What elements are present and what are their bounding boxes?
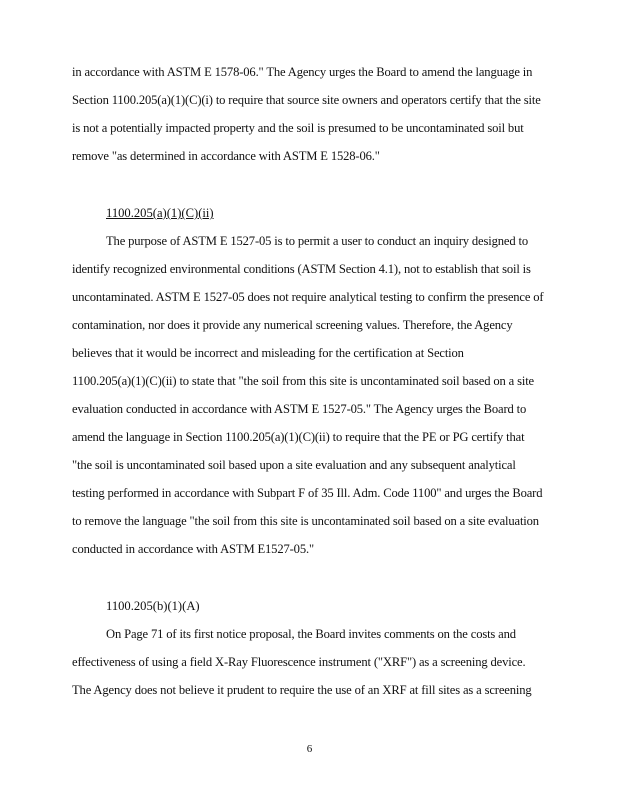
paragraph-line: amend the language in Section 1100.205(a)(1)(C)(ii) to require that the PE or PG certify that	[72, 430, 525, 444]
paragraph-line: conducted in accordance with ASTM E1527-05."	[72, 542, 314, 556]
section-heading-b-1-a: 1100.205(b)(1)(A)	[106, 599, 200, 613]
paragraph-line: "the soil is uncontaminated soil based upon a site evaluation and any subsequent analytical	[72, 458, 516, 472]
section-heading-c-ii: 1100.205(a)(1)(C)(ii)	[106, 206, 214, 220]
paragraph-line: remove "as determined in accordance with ASTM E 1528-06."	[72, 149, 380, 163]
paragraph-line: uncontaminated. ASTM E 1527-05 does not require analytical testing to confirm the presence of	[72, 290, 544, 304]
paragraph-line: effectiveness of using a field X-Ray Fluorescence instrument ("XRF") as a screening device.	[72, 655, 526, 669]
paragraph-line: The Agency does not believe it prudent to require the use of an XRF at fill sites as a screening	[72, 683, 532, 697]
paragraph-line: Section 1100.205(a)(1)(C)(i) to require that source site owners and operators certify that the site	[72, 93, 541, 107]
paragraph-line: 1100.205(a)(1)(C)(ii) to state that "the soil from this site is uncontaminated soil based on a site	[72, 374, 534, 388]
paragraph-line: to remove the language "the soil from this site is uncontaminated soil based on a site evaluation	[72, 514, 539, 528]
paragraph-line: The purpose of ASTM E 1527-05 is to permit a user to conduct an inquiry designed to	[106, 234, 528, 248]
page-number: 6	[306, 743, 313, 755]
paragraph-line: On Page 71 of its first notice proposal, the Board invites comments on the costs and	[106, 627, 516, 641]
paragraph-line: identify recognized environmental conditions (ASTM Section 4.1), not to establish that soil is	[72, 262, 531, 276]
paragraph-line: is not a potentially impacted property and the soil is presumed to be uncontaminated soil but	[72, 121, 524, 135]
paragraph-line: believes that it would be incorrect and misleading for the certification at Section	[72, 346, 464, 360]
paragraph-line: in accordance with ASTM E 1578-06." The Agency urges the Board to amend the language in	[72, 65, 533, 79]
paragraph-line: evaluation conducted in accordance with ASTM E 1527-05." The Agency urges the Board to	[72, 402, 527, 416]
paragraph-line: contamination, nor does it provide any numerical screening values. Therefore, the Agency	[72, 318, 513, 332]
paragraph-line: testing performed in accordance with Subpart F of 35 Ill. Adm. Code 1100" and urges the Board	[72, 486, 543, 500]
